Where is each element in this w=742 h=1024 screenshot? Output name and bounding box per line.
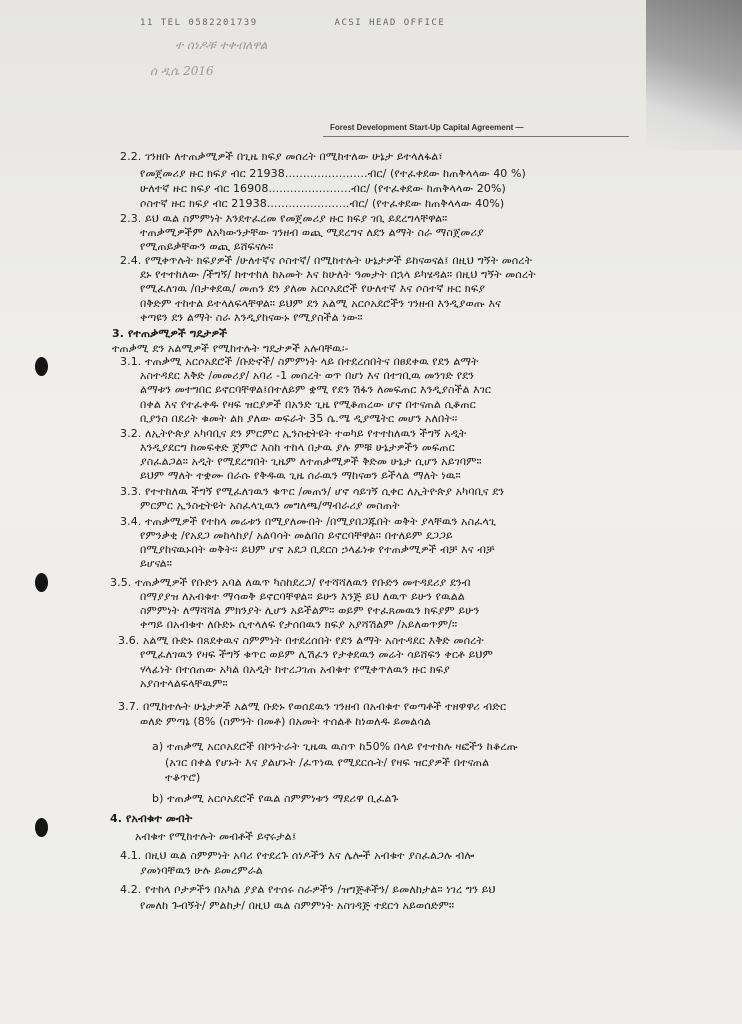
text-line: የሚፈለገዉን የዛፍ ችግኝ ቁጥር ወይም ሊሽፈን የታቀደዉን መሬት ሳይሸፍን ቀርቶ ይህም (140, 648, 493, 661)
text-line: ወለድ ምጣኔ (8% (ስምንት በመቶ) በአመት ተሰልቶ ከነወለዱ ይመልሳል (140, 715, 432, 728)
text-line: ተጠቃሚዎችም ለአካውንታቸው ገንዘብ ወጪ ሚደረግና ለደን ልማት ስራ ማስጀመሪያ (140, 226, 484, 239)
text-line: ተጠቃሚ ደን አልሚዎች የሚከተሉት ግዴታዎች አሉባቸዉ፡- (112, 342, 349, 355)
text-line: የመለከ ጉብኝት/ ምልከታ/ በዚህ ዉል ስምምነት አስገዳጅ ተደርጎ አይወሰድም። (140, 899, 455, 912)
text-line: ሶስተኛ ዙር ክፍያ ብር 21938.......................ብር/ (የተፈቀደው ከጠቅላላው 40%) (140, 197, 505, 210)
punch-hole (35, 573, 48, 592)
text-line: 3.1. ተጠቃሚ አርሶአደሮች /ቡድኖች/ ስምምነት ላይ በተደረሰበትና በፀደቀዉ የደን ልማት (120, 355, 479, 368)
text-line: 4.2. የተከላ ቦታዎችን በአካል ያያል የተሰሩ ስራዎችን /ዝግጅቶችን/ ይመለከታል። ነገረ ግን ይህ (120, 883, 496, 896)
text-line: ስምምነት ለማሻሻል ምክንያት ሊሆን አይችልም። ወይም የተፈጸመዉን ክፍያም ይሁን (140, 604, 480, 617)
text-line: ያስፈልጋል። አዲት የሚደረግበት ጊዜም ለተጠቃሚዎች ቅድመ ሁኔታ ሲሆን አይገባም። (140, 455, 482, 468)
text-line: አብቁተ የሚከተሉት መብቶች ይኖሩታል፤ (135, 830, 297, 843)
text-line: ምርምር ኢንስቲትዩት አስፈላጊዉን መግለጫ/ማብራሪያ መስጠት (140, 499, 400, 512)
fax-header (140, 18, 515, 28)
text-line: ሃላፊነት በተሰጠው አካል በአዲት ከተረጋገጠ አብቁተ የሚቀጥለዉን ዙር ክፍያ (140, 663, 450, 676)
text-line: በሚያከናዉኑበት ወቅት፡፡ ይህም ሆኖ አደጋ ቢደርስ ኃላፊነቱ የተጠቃሚዎች ብቻ እና ብቻ (140, 543, 495, 556)
text-line: ልማቱን መተግበር ይኖርባቸዋል፤በተለይም ቋሚ የደን ሽፋን ለመፍጠር እንዲያስችል እገር (140, 383, 492, 396)
fax-phone: 11 TEL 0582201739 (140, 18, 258, 28)
text-line: 4.1. በዚህ ዉል ስምምነት አባሪ የተደረጉ ሰነዶችን እና ሌሎች አብቁተ ያስፈልጋሉ ብሎ (120, 849, 475, 862)
folded-corner (646, 0, 742, 150)
fax-office: ACSI HEAD OFFICE (334, 18, 446, 28)
punch-hole (35, 818, 48, 837)
text-line: 3.4. ተጠቃሚዎች የተከላ መሬቱን በሚያለሙበት /በሚያበጋጁበት ወቅት ያላቸዉን አስፈላጊ (120, 515, 497, 528)
text-line: አስተዳደር እቅድ /መመሪያ/ አባሪ -1 መሰረት ወጥ በሆነ እና በተገቢዉ መንገድ የደን (140, 369, 475, 382)
text-line: a) ተጠቃሚ አርሶአደሮች በኮንትራት ጊዜዉ ዉስጥ ከ50% በላይ የተተከሉ ዛፎችን ከቆረጡ (152, 740, 518, 753)
text-line: በማያያዝ ለአብቁተ ማሳወቅ ይኖርባቸዋል። ይሁን እንጅ ይህ ለዉጥ ይሁን የዉልል (140, 590, 465, 603)
text-line: b) ተጠቃሚ አርሶአደሮች የዉል ስምምነቱን ማደሪዋ ቢፈልጉ (152, 792, 399, 805)
section-heading: 3. የተጠቃሚዎች ግዴታዎች (112, 327, 228, 340)
text-line: የመጀመሪያ ዙር ክፍያ ብር 21938.......................ብር/ (የተፈቀደው ከጠቅላላው 40 %) (140, 167, 526, 180)
punch-hole (35, 357, 48, 376)
text-line: 3.2. ለኢትዮጵያ አካባቢና ደን ምርምር ኢንስቲትዩት ተወካይ የተተከለዉን ችግኝ አዲት (120, 427, 467, 440)
text-line: አያስተላልፍላቸዉም። (140, 677, 228, 690)
text-line: ቀጣይ በአብቁተ ለቡድኑ ሲተላለፍ የታሰበዉን ክፍያ አያሻሽልም /አይለወጥም/። (140, 618, 458, 631)
text-line: ደኑ የተተከለው /ችግኝ/ ከተተከለ ከአመት እና ከሁለት ዓመታት በኋላ ይካሄዳል። በዚህ ግኝት መሰረት (140, 268, 536, 281)
text-line: 3.3. የተተከለዉ ችግኝ የሚፈለገዉን ቁጥር /መጠን/ ሆኖ ሳይገኝ ሲቀር ለኢትዮጵያ አካባቢና ደን (120, 485, 505, 498)
header-rule (323, 136, 629, 137)
text-line: ሁለተኛ ዙር ክፍያ ብር 16908.......................ብር/ (የተፈቀደው ከጠቅላላው 20%) (140, 182, 506, 195)
text-line: ያመነባቸዉን ሁሉ ይመረምራል (140, 864, 263, 877)
text-line: እንዲያደርግ ከመፍቀድ ጀምሮ እስከ ተከላ በታዉ ያሉ ምቹ ሁኔታዎችን መፍጠር (140, 441, 455, 454)
text-line: 3.5. ተጠቃሚዎች የቡድን አባል ለዉጥ ካስከደረጋ/ የተሻሻለዉን የቡድን መተዳደሪያ ደንብ (110, 576, 471, 589)
text-line: 2.4. የሚቀጥሉት ክፍያዎች /ሁለተኛና ሶስተኛ/ በሚከተሉት ሁኔታዎች ይከናወናል፤ በዚህ ግኝት መሰረት (120, 254, 533, 267)
text-line: (አገር በቀል የሆኑት እና ያልሆኑት /ፈጥነዉ የሚደርሱት/ የዛፍ ዝርያዎች በተናጠል (165, 756, 490, 769)
text-line: ተቆጥሮ) (165, 771, 201, 784)
text-line: ይሆናል። (140, 557, 172, 570)
section-heading: 4. የአብቁተ መብት (110, 812, 193, 825)
running-header: Forest Development Start-Up Capital Agreement — (330, 123, 524, 132)
handwritten-note: ተ ሰነዶቹ ተቀብለዋል (175, 38, 268, 52)
text-line: የሚፈለገዉ /በታቀደዉ/ መጠን ደን ያለመ አርሶአደሮች የሁለተኛ እና ሶስተኛ ዙር ክፍያ (140, 282, 485, 295)
text-line: 2.2. ገንዘቡ ለተጠቃሚዎች በጊዜ ክፍያ መሰረት በሚከተለው ሁኔታ ይተላለፋል፣ (120, 150, 443, 163)
text-line: 3.6. አልሚ ቡድኑ በጸደቀዉና ስምምነት በተደረሰበት የደን ልማት አስተዳደር እቅድ መሰረት (118, 634, 484, 647)
text-line: ይህም ማለት ተቋሙ በራሱ የቅዱዉ ጊዜ ሰራዉን ማከናወን ይችላል ማለት ነዉ። (140, 469, 461, 482)
text-line: የሚጠይቃቸውን ወጪ ይሸፍናሉ። (140, 240, 274, 253)
text-line: በቅድም ተከተል ይተላለፍላቸዋል። ይህም ደን አልሚ አርሶአደሮችን ገንዘብ እንዲያወጡ እና (140, 297, 502, 310)
text-line: 2.3. ይህ ዉል ስምምነት እንደተፈረመ የመጀመሪያ ዙር ክፍያ ገቢ ይደረግላቸዋል። (120, 212, 448, 225)
text-line: ቢያንስ በደረት ቁመት ልክ ያለው ወፍራት 35 ሴ.ሜ ዲያሜትር መሆን አለበት፡፡ (140, 412, 458, 425)
text-line: ቀጣዩን ደን ልማት ስራ እንዲያከናውኑ የሚያስችል ነው። (140, 311, 363, 324)
text-line: የምንቃቂ /የአደጋ መከላከያ/ አልባሳት መልበስ ይኖርባቸዋል። በተለይም ደጋጋይ (140, 529, 453, 542)
text-line: 3.7. በሚከተሉት ሁኔታዎች አልሚ ቡድኑ የወሰደዉን ገንዘብ በአብቁተ የወጣቶች ተዘዋዋሪ ብድር (118, 700, 507, 713)
text-line: በቀል እና የተፈቀዱ የዛፍ ዝርያዎች በአንድ ጊዜ የሚቆጠረው ሆኖ በተናጠል ሲቆጠር (140, 398, 476, 411)
handwritten-date: ሰ ዲሴ 2016 (150, 64, 214, 78)
